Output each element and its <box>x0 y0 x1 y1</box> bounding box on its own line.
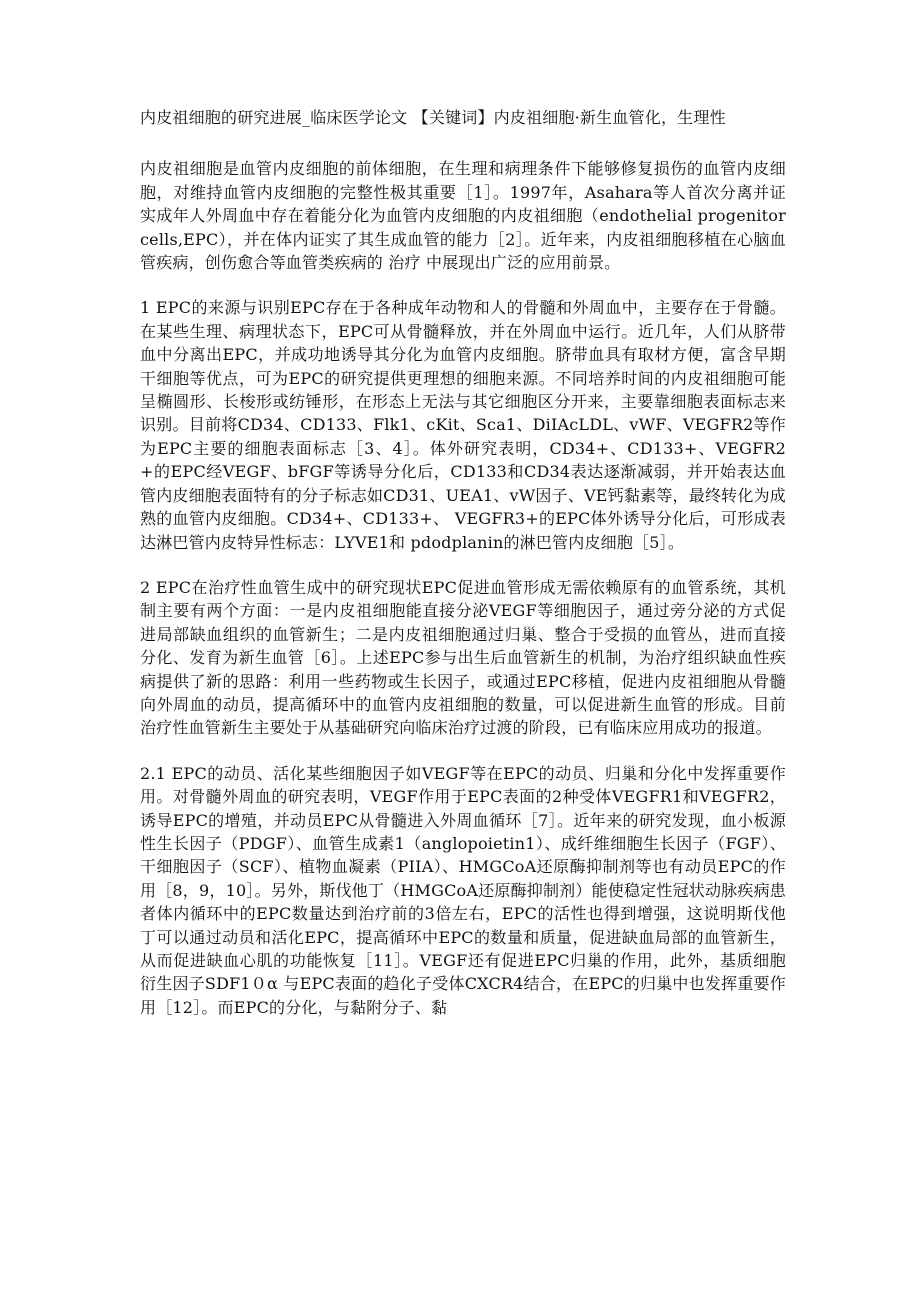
paragraph-section-2: 2 EPC在治疗性血管生成中的研究现状EPC促进血管形成无需依赖原有的血管系统，其机制主要有两个方面：一是内皮祖细胞能直接分泌VEGF等细胞因子，通过旁分泌的方式促进局部缺血组织的血管新生；二是内皮祖细胞通过归巢、整合于受损的血管丛，进而直接分化、发育为新生血管［6］。上述EPC参与出生后血管新生的机制，为治疗组织缺血性疾病提供了新的思路：利用一些药物或生长因子，或通过EPC移植，促进内皮祖细胞从骨髓向外周血的动员，提高循环中的血管内皮祖细胞的数量，可以促进新生血管的形成。目前治疗性血管新生主要处于从基础研究向临床治疗过渡的阶段，已有临床应用成功的报道。 <box>140 577 786 738</box>
paragraph-section-2-1: 2.1 EPC的动员、活化某些细胞因子如VEGF等在EPC的动员、归巢和分化中发挥重要作用。对骨髓外周血的研究表明，VEGF作用于EPC表面的2种受体VEGFR1和VEGFR2，诱导EPC的增殖，并动员EPC从骨髓进入外周血循环［7］。近年来的研究发现，血小板源性生长因子（PDGF）、血管生成素1（anglopoietin1）、成纤维细胞生长因子（FGF）、干细胞因子（SCF）、植物血凝素（PIIA）、HMGCoA还原酶抑制剂等也有动员EPC的作用［8，9，10］。另外，斯伐他丁（HMGCoA还原酶抑制剂）能使稳定性冠状动脉疾病患者体内循环中的EPC数量达到治疗前的3倍左右，EPC的活性也得到增强，这说明斯伐他丁可以通过动员和活化EPC，提高循环中EPC的数量和质量，促进缺血局部的血管新生，从而促进缺血心肌的功能恢复［11］。VEGF还有促进EPC归巢的作用，此外，基质细胞衍生因子SDF1０α 与EPC表面的趋化子受体CXCR4结合，在EPC的归巢中也发挥重要作用［12］。而EPC的分化，与黏附分子、黏 <box>140 763 786 1017</box>
document-title-line: 内皮祖细胞的研究进展_临床医学论文 【关键词】内皮祖细胞·新生血管化，生理性 <box>140 108 726 127</box>
paragraph-introduction: 内皮祖细胞是血管内皮细胞的前体细胞，在生理和病理条件下能够修复损伤的血管内皮细胞，对维持血管内皮细胞的完整性极其重要［1］。1997年，Asahara等人首次分离并证实成年人外周血中存在着能分化为血管内皮细胞的内皮祖细胞（endothelial progenitor cells,EPC），并在体内证实了其生成血管的能力［2］。近年来，内皮祖细胞移植在心脑血管疾病，创伤愈合等血管类疾病的 治疗 中展现出广泛的应用前景。 <box>140 159 786 273</box>
paragraph-section-1: 1 EPC的来源与识别EPC存在于各种成年动物和人的骨髓和外周血中，主要存在于骨髓。在某些生理、病理状态下，EPC可从骨髓释放，并在外周血中运行。近几年，人们从脐带血中分离出EPC，并成功地诱导其分化为血管内皮细胞。脐带血具有取材方便，富含早期干细胞等优点，可为EPC的研究提供更理想的细胞来源。不同培养时间的内皮祖细胞可能呈椭圆形、长梭形或纺锤形，在形态上无法与其它细胞区分开来，主要靠细胞表面标志来识别。目前将CD34、CD133、Flk1、cKit、Sca1、DiIAcLDL、vWF、VEGFR2等作为EPC主要的细胞表面标志［3、4］。体外研究表明，CD34+、CD133+、VEGFR2+的EPC经VEGF、bFGF等诱导分化后，CD133和CD34表达逐渐减弱，并开始表达血管内皮细胞表面特有的分子标志如CD31、UEA1、vW因子、VE钙黏素等，最终转化为成熟的血管内皮细胞。CD34+、CD133+、 VEGFR3+的EPC体外诱导分化后，可形成表达淋巴管内皮特异性标志：LYVE1和 pdodplanin的淋巴管内皮细胞［5］。 <box>140 298 786 552</box>
document-page <box>140 106 786 1041</box>
